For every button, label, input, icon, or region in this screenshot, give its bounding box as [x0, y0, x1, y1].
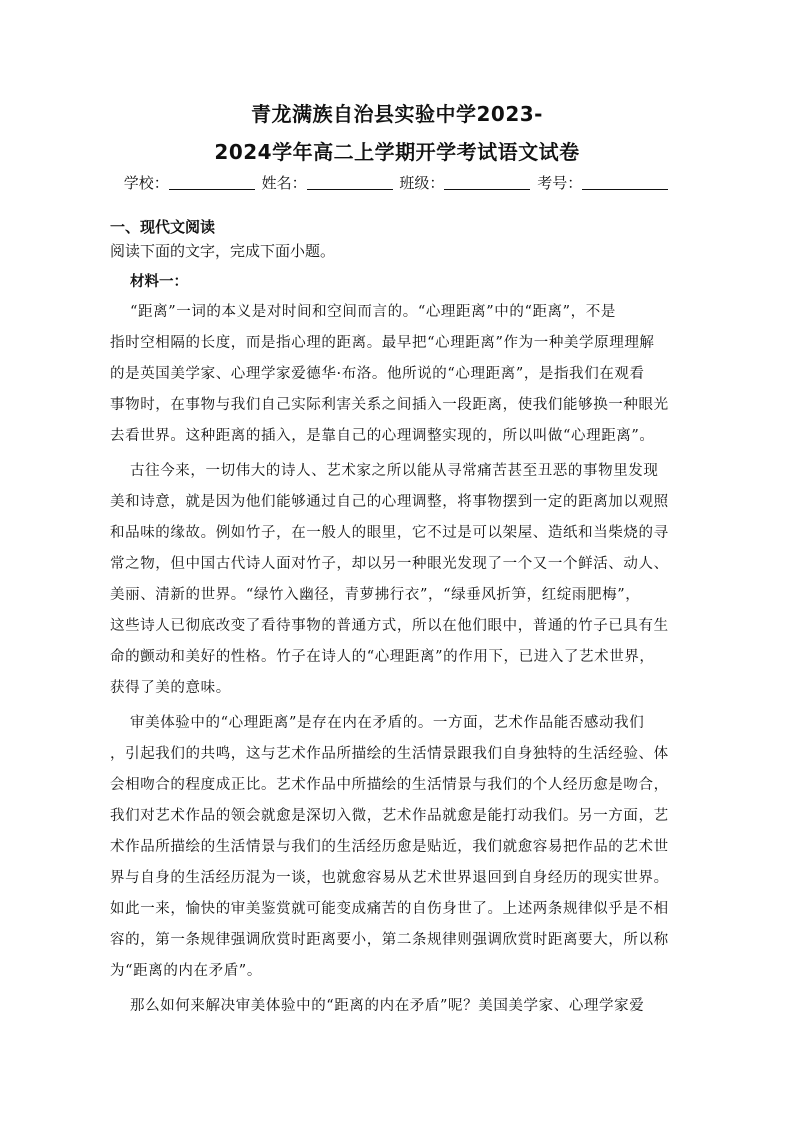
text-line: “距离”一词的本义是对时间和空间而言的。“心理距离”中的“距离”，不是: [130, 304, 616, 320]
exam-title-line-2: 2024学年高二上学期开学考试语文试卷: [214, 140, 580, 164]
text-line: 命的颤动和美好的性格。竹子在诗人的“心理距离”的作用下，已进入了艺术世界，: [110, 649, 655, 665]
text-line: 美丽、清新的世界。“绿竹入幽径，青萝拂行衣”，“绿垂风折笋，红绽雨肥梅”，: [110, 587, 641, 603]
text-line: 如此一来，愉快的审美鉴赏就可能变成痛苦的自伤身世了。上述两条规律似乎是不相: [110, 901, 669, 917]
text-line: 我们对艺术作品的领会就愈是深切入微，艺术作品就愈是能打动我们。另一方面，艺: [110, 808, 669, 824]
exam-number-blank[interactable]: [582, 175, 668, 190]
class-blank[interactable]: [444, 175, 530, 190]
text-line: 美和诗意，就是因为他们能够通过自己的心理调整，将事物摆到一定的距离加以观照: [110, 494, 669, 510]
exam-number-label: 考号：: [537, 174, 583, 192]
text-line: 这些诗人已彻底改变了看待事物的普通方式，所以在他们眼中，普通的竹子已具有生: [110, 618, 669, 634]
text-line: 术作品所描绘的生活情景与我们的生活经历愈是贴近，我们就愈容易把作品的艺术世: [110, 839, 669, 855]
text-line: 去看世界。这种距离的插入，是靠自己的心理调整实现的，所以叫做“心理距离”。: [110, 428, 655, 444]
text-line: 为“距离的内在矛盾”。: [110, 963, 262, 979]
text-line: ，引起我们的共鸣，这与艺术作品所描绘的生活情景跟我们自身独特的生活经验、体: [110, 746, 669, 762]
name-label: 姓名：: [261, 174, 307, 192]
text-line: 古往今来，一切伟大的诗人、艺术家之所以能从寻常痛苦甚至丑恶的事物里发现: [130, 463, 659, 479]
class-label: 班级：: [399, 174, 445, 192]
student-info-row: [0, 172, 794, 193]
text-line: 指时空相隔的长度，而是指心理的距离。最早把“心理距离”作为一种美学原理理解: [110, 335, 655, 351]
exam-title-line-1: 青龙满族自治县实验中学2023-: [251, 102, 543, 126]
text-line: 的是英国美学家、心理学家爱德华·布洛。他所说的“心理距离”，是指我们在观看: [110, 366, 645, 382]
material-label: 材料一：: [130, 273, 188, 290]
text-line: 常之物，但中国古代诗人面对竹子，却以另一种眼光发现了一个又一个鲜活、动人、: [110, 556, 669, 572]
text-line: 事物时，在事物与我们自己实际利害关系之间插入一段距离，使我们能够换一种眼光: [110, 397, 669, 413]
school-blank[interactable]: [169, 175, 255, 190]
text-line: 审美体验中的“心理距离”是存在内在矛盾的。一方面，艺术作品能否感动我们: [130, 715, 645, 731]
name-blank[interactable]: [307, 175, 393, 190]
text-line: 那么如何来解决审美体验中的“距离的内在矛盾”呢？美国美学家、心理学家爱: [130, 998, 645, 1014]
text-line: 获得了美的意味。: [110, 680, 231, 696]
school-label: 学校：: [123, 174, 169, 192]
section-instruction: 阅读下面的文字，完成下面小题。: [110, 242, 336, 260]
text-line: 和品味的缘故。例如竹子，在一般人的眼里，它不过是可以架屋、造纸和当柴烧的寻: [110, 525, 669, 541]
text-line: 界与自身的生活经历混为一谈，也就愈容易从艺术世界退回到自身经历的现实世界。: [110, 870, 669, 886]
section-heading: 一、现代文阅读: [110, 218, 216, 236]
text-line: 会相吻合的程度成正比。艺术作品中所描绘的生活情景与我们的个人经历愈是吻合，: [110, 777, 669, 793]
text-line: 容的，第一条规律强调欣赏时距离要小，第二条规律则强调欣赏时距离要大，所以称: [110, 932, 669, 948]
